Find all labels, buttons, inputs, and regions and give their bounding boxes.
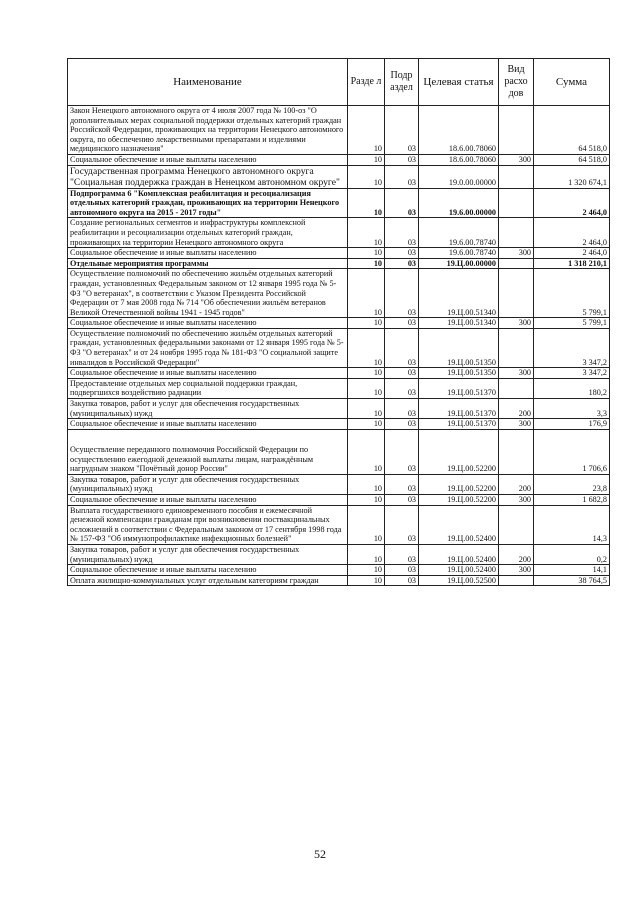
cell-name: Государственная программа Ненецкого автономного округа "Социальная поддержка граждан в Ненецком автономном округе" (68, 165, 348, 188)
cell-sum: 2 464,0 (534, 218, 610, 248)
table-header-row (68, 59, 610, 106)
table-row (68, 565, 610, 576)
cell-name: Предоставление отдельных мер социальной поддержки граждан, подвергшихся воздействию радиации (68, 378, 348, 398)
table-row (68, 505, 610, 544)
cell-section: 10 (348, 544, 385, 564)
cell-subsection: 03 (385, 575, 419, 586)
table-row (68, 328, 610, 367)
cell-subsection: 03 (385, 269, 419, 318)
cell-subsection: 03 (385, 378, 419, 398)
cell-section: 10 (348, 106, 385, 155)
cell-sum: 64 518,0 (534, 154, 610, 165)
cell-target: 19.Ц.00.51370 (419, 378, 499, 398)
cell-sum: 14,3 (534, 505, 610, 544)
cell-expense (499, 269, 534, 318)
cell-subsection: 03 (385, 419, 419, 430)
cell-section: 10 (348, 399, 385, 419)
header-sum: Сумма (534, 59, 610, 106)
cell-target: 19.Ц.00.51340 (419, 318, 499, 329)
cell-section: 10 (348, 188, 385, 218)
cell-section: 10 (348, 165, 385, 188)
cell-expense (499, 188, 534, 218)
cell-target: 19.Ц.00.52400 (419, 505, 499, 544)
cell-section: 10 (348, 318, 385, 329)
cell-section: 10 (348, 575, 385, 586)
cell-expense: 200 (499, 399, 534, 419)
cell-sum: 2 464,0 (534, 248, 610, 259)
cell-name: Социальное обеспечение и иные выплаты населению (68, 154, 348, 165)
cell-expense (499, 218, 534, 248)
cell-target: 19.6.00.78740 (419, 248, 499, 259)
cell-sum: 5 799,1 (534, 318, 610, 329)
cell-target: 19.6.00.78740 (419, 218, 499, 248)
cell-sum: 14,1 (534, 565, 610, 576)
cell-expense (499, 328, 534, 367)
cell-sum: 1 320 674,1 (534, 165, 610, 188)
cell-subsection: 03 (385, 188, 419, 218)
cell-section: 10 (348, 505, 385, 544)
cell-name: Осуществление переданного полномочия Российской Федерации по осуществлению ежегодной денежной выплаты лицам, награждённым нагрудным знаком "Почётный донор России" (68, 429, 348, 474)
table-row (68, 495, 610, 506)
cell-target: 19.Ц.00.51370 (419, 399, 499, 419)
table-row (68, 429, 610, 474)
cell-target: 19.Ц.00.51340 (419, 269, 499, 318)
cell-subsection: 03 (385, 328, 419, 367)
page-number: 52 (314, 847, 326, 861)
table-row (68, 218, 610, 248)
table-row (68, 318, 610, 329)
cell-subsection: 03 (385, 495, 419, 506)
table-row (68, 419, 610, 430)
cell-name: Закупка товаров, работ и услуг для обеспечения государственных (муниципальных) нужд (68, 399, 348, 419)
cell-subsection: 03 (385, 399, 419, 419)
cell-target: 19.6.00.00000 (419, 188, 499, 218)
cell-name: Социальное обеспечение и иные выплаты населению (68, 248, 348, 259)
cell-subsection: 03 (385, 429, 419, 474)
cell-expense (499, 429, 534, 474)
cell-name: Осуществление полномочий по обеспечению жильём отдельных категорий граждан, установленных федеральными законами от 12 января 1995 года № 5-ФЗ "О ветеранах" и от 24 ноября 1995 года № 181-ФЗ "О социальной защите инвалидов в Российской Федерации" (68, 328, 348, 367)
cell-target: 18.6.00.78060 (419, 154, 499, 165)
cell-expense (499, 575, 534, 586)
cell-sum: 180,2 (534, 378, 610, 398)
table-row (68, 188, 610, 218)
cell-target: 19.Ц.00.51350 (419, 328, 499, 367)
table-row (68, 154, 610, 165)
cell-subsection: 03 (385, 258, 419, 269)
cell-expense: 300 (499, 495, 534, 506)
cell-sum: 0,2 (534, 544, 610, 564)
cell-subsection: 03 (385, 154, 419, 165)
cell-sum: 1 706,6 (534, 429, 610, 474)
cell-subsection: 03 (385, 368, 419, 379)
cell-expense: 300 (499, 318, 534, 329)
cell-name: Осуществление полномочий по обеспечению жильём отдельных категорий граждан, установленных Федеральным законом от 12 января 1995 года № 5-ФЗ "О ветеранах", в соответствии с Указом Президента Российской Федерации от 7 мая 2008 года № 714 "Об обеспечении жильём ветеранов Великой Отечественной войны 1941 - 1945 годов" (68, 269, 348, 318)
cell-section: 10 (348, 419, 385, 430)
header-subsection: Подр аздел (385, 59, 419, 106)
cell-target: 19.Ц.00.52500 (419, 575, 499, 586)
table-row (68, 399, 610, 419)
cell-section: 10 (348, 429, 385, 474)
cell-name: Социальное обеспечение и иные выплаты населению (68, 419, 348, 430)
cell-target: 19.Ц.00.51350 (419, 368, 499, 379)
cell-target: 19.Ц.00.52400 (419, 544, 499, 564)
table-row (68, 575, 610, 586)
cell-section: 10 (348, 218, 385, 248)
cell-sum: 3 347,2 (534, 328, 610, 367)
header-section: Разде л (348, 59, 385, 106)
header-expense: Вид расхо дов (499, 59, 534, 106)
cell-sum: 23,8 (534, 474, 610, 494)
header-name: Наименование (68, 59, 348, 106)
cell-target: 19.Ц.00.52200 (419, 474, 499, 494)
cell-expense (499, 505, 534, 544)
cell-sum: 3,3 (534, 399, 610, 419)
cell-target: 19.Ц.00.52400 (419, 565, 499, 576)
cell-subsection: 03 (385, 248, 419, 259)
cell-section: 10 (348, 154, 385, 165)
cell-section: 10 (348, 495, 385, 506)
cell-expense: 300 (499, 419, 534, 430)
cell-expense: 200 (499, 474, 534, 494)
cell-subsection: 03 (385, 106, 419, 155)
cell-section: 10 (348, 474, 385, 494)
cell-expense (499, 378, 534, 398)
cell-subsection: 03 (385, 505, 419, 544)
cell-name: Создание региональных сегментов и инфраструктуры комплексной реабилитации и ресоциализации отдельных категорий граждан, проживающих на территории Ненецкого автономного округа (68, 218, 348, 248)
cell-sum: 1 318 210,1 (534, 258, 610, 269)
cell-sum: 3 347,2 (534, 368, 610, 379)
table-row (68, 269, 610, 318)
cell-expense (499, 165, 534, 188)
table-row (68, 378, 610, 398)
cell-name: Закупка товаров, работ и услуг для обеспечения государственных (муниципальных) нужд (68, 544, 348, 564)
cell-subsection: 03 (385, 565, 419, 576)
cell-section: 10 (348, 565, 385, 576)
table-row (68, 106, 610, 155)
cell-name: Социальное обеспечение и иные выплаты населению (68, 495, 348, 506)
cell-target: 19.0.00.00000 (419, 165, 499, 188)
cell-name: Отдельные мероприятия программы (68, 258, 348, 269)
cell-target: 19.Ц.00.52200 (419, 429, 499, 474)
table-row (68, 165, 610, 188)
header-target: Целевая статья (419, 59, 499, 106)
cell-section: 10 (348, 328, 385, 367)
cell-section: 10 (348, 258, 385, 269)
cell-subsection: 03 (385, 218, 419, 248)
cell-sum: 64 518,0 (534, 106, 610, 155)
cell-section: 10 (348, 378, 385, 398)
cell-sum: 38 764,5 (534, 575, 610, 586)
cell-expense: 300 (499, 154, 534, 165)
table-row (68, 248, 610, 259)
cell-subsection: 03 (385, 165, 419, 188)
cell-sum: 2 464,0 (534, 188, 610, 218)
cell-name: Закон Ненецкого автономного округа от 4 июля 2007 года № 100-оз "О дополнительных мерах социальной поддержки отдельных категорий граждан Российской Федерации, проживающих на территории Ненецкого автономного округа, по обеспечению лекарственными препаратами и изделиями медицинского назначения" (68, 106, 348, 155)
cell-name: Социальное обеспечение и иные выплаты населению (68, 368, 348, 379)
cell-expense (499, 106, 534, 155)
cell-section: 10 (348, 269, 385, 318)
cell-target: 19.Ц.00.52200 (419, 495, 499, 506)
cell-expense (499, 258, 534, 269)
budget-table (67, 58, 610, 586)
cell-name: Подпрограмма 6 "Комплексная реабилитация и ресоциализация отдельных категорий граждан, проживающих на территории Ненецкого автономного округа на 2015 - 2017 годы" (68, 188, 348, 218)
cell-expense: 200 (499, 544, 534, 564)
cell-target: 19.Ц.00.00000 (419, 258, 499, 269)
cell-name: Выплата государственного единовременного пособия и ежемесячной денежной компенсации гражданам при возникновении поствакцинальных осложнений в соответствии с Федеральным законом от 17 сентября 1998 года № 157-ФЗ "Об иммунопрофилактике инфекционных болезней" (68, 505, 348, 544)
cell-section: 10 (348, 248, 385, 259)
cell-sum: 5 799,1 (534, 269, 610, 318)
table-row (68, 544, 610, 564)
cell-expense: 300 (499, 248, 534, 259)
cell-name: Закупка товаров, работ и услуг для обеспечения государственных (муниципальных) нужд (68, 474, 348, 494)
cell-expense: 300 (499, 368, 534, 379)
cell-name: Оплата жилищно-коммунальных услуг отдельным категориям граждан (68, 575, 348, 586)
cell-target: 18.6.00.78060 (419, 106, 499, 155)
cell-sum: 1 682,8 (534, 495, 610, 506)
cell-sum: 176,9 (534, 419, 610, 430)
cell-expense: 300 (499, 565, 534, 576)
cell-name: Социальное обеспечение и иные выплаты населению (68, 565, 348, 576)
cell-subsection: 03 (385, 318, 419, 329)
table-row (68, 368, 610, 379)
table-row (68, 474, 610, 494)
cell-subsection: 03 (385, 474, 419, 494)
cell-name: Социальное обеспечение и иные выплаты населению (68, 318, 348, 329)
cell-target: 19.Ц.00.51370 (419, 419, 499, 430)
table-row (68, 258, 610, 269)
cell-subsection: 03 (385, 544, 419, 564)
cell-section: 10 (348, 368, 385, 379)
